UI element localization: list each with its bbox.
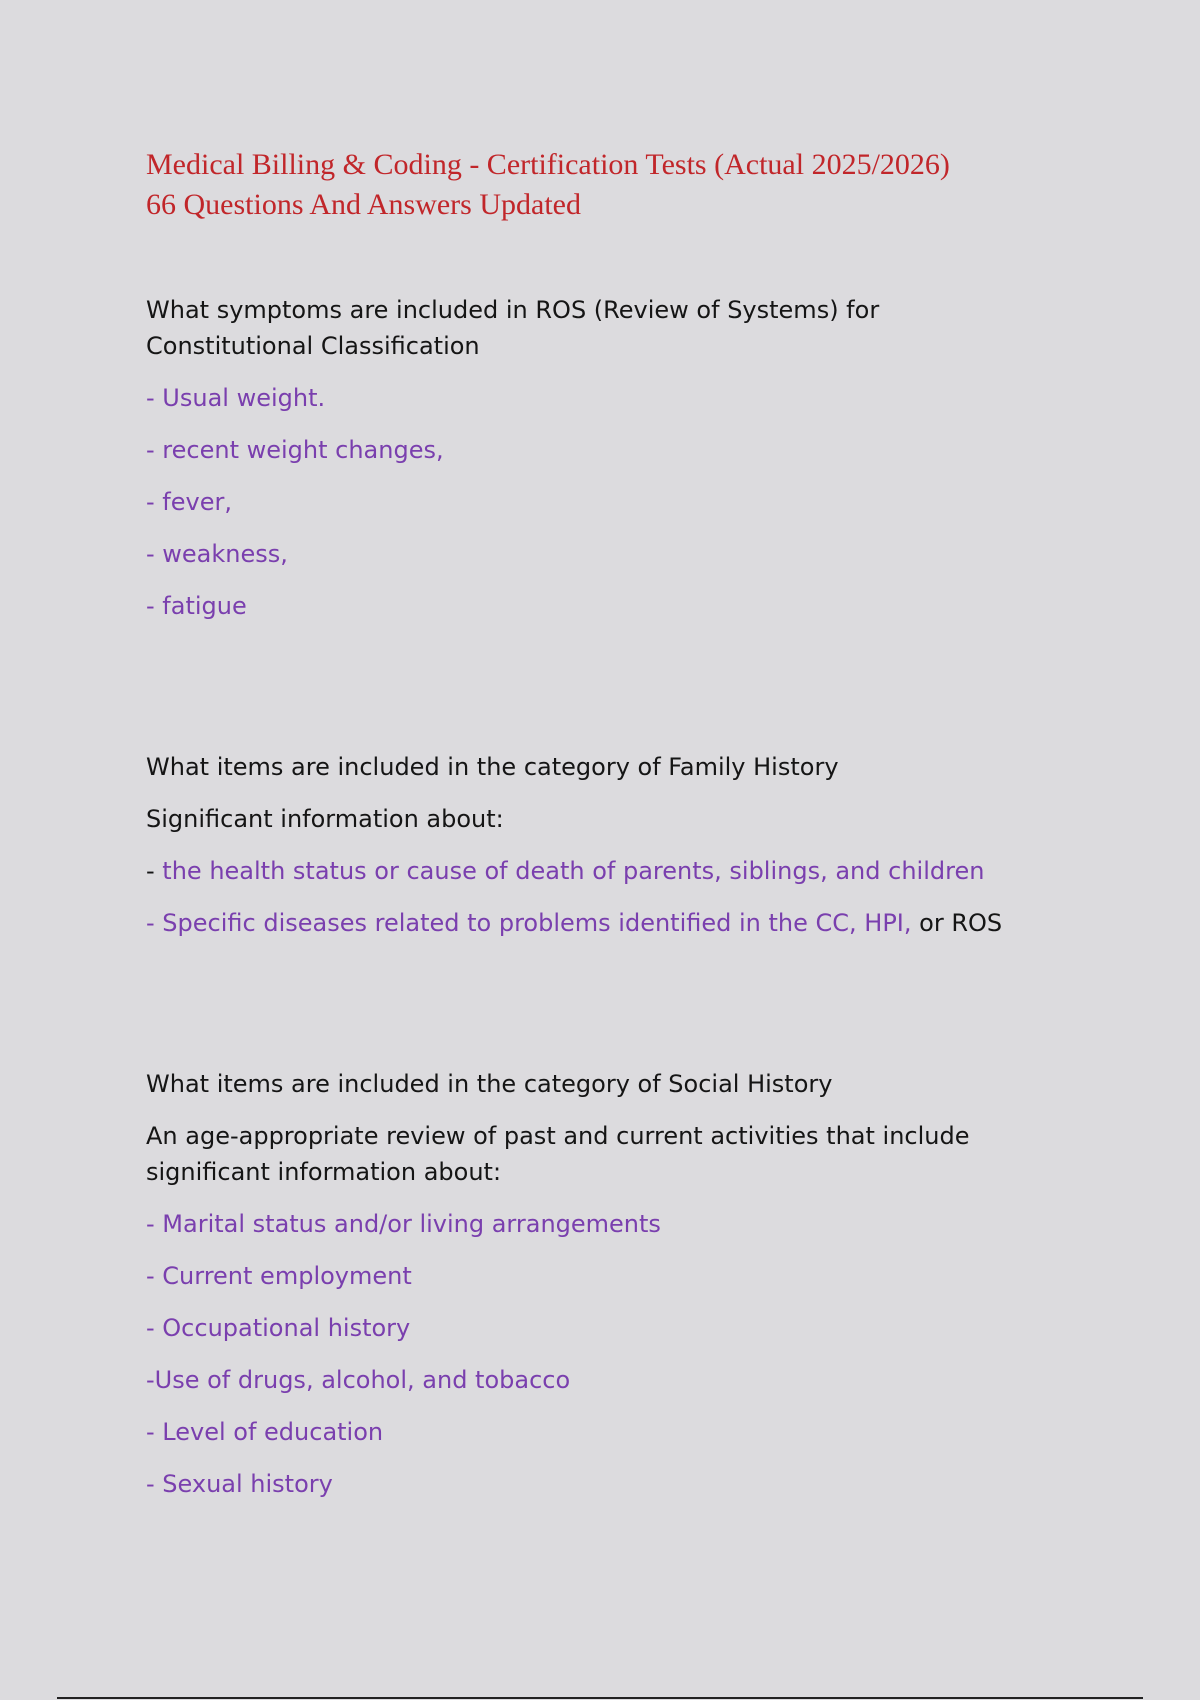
answer-item — [146, 905, 1002, 941]
question-ros-constitutional — [146, 292, 879, 364]
answer-intro-line-2: significant information about: — [146, 1158, 502, 1186]
qa-section-social-history — [146, 1066, 970, 1502]
answer-suffix: or ROS — [911, 909, 1003, 937]
answer-item: - fever, — [146, 488, 232, 516]
answer-intro — [146, 1118, 970, 1190]
answer-item: - Sexual history — [146, 1470, 333, 1498]
answer-item: - Usual weight. — [146, 384, 326, 412]
answer-item: - Occupational history — [146, 1314, 411, 1342]
answer-intro: Significant information about: — [146, 805, 504, 833]
answer-item: - fatigue — [146, 592, 247, 620]
question-line-1: What symptoms are included in ROS (Review of Systems) for — [146, 296, 880, 324]
question-social-history: What items are included in the category of Social History — [146, 1070, 833, 1098]
answer-intro-line-1: An age-appropriate review of past and current activities that include — [146, 1122, 970, 1150]
answer-dash: - — [146, 857, 163, 885]
answer-item: - weakness, — [146, 540, 288, 568]
document-title-line-1: Medical Billing & Coding - Certification Tests (Actual 2025/2026) — [146, 148, 950, 181]
document-page — [146, 145, 1086, 1498]
answer-item: - Marital status and/or living arrangements — [146, 1210, 661, 1238]
document-title-line-2: 66 Questions And Answers Updated — [146, 188, 581, 221]
answer-text: - Specific diseases related to problems identified in the CC, HPI, — [146, 909, 912, 937]
answer-item: -Use of drugs, alcohol, and tobacco — [146, 1366, 571, 1394]
question-family-history: What items are included in the category of Family History — [146, 753, 839, 781]
answer-item: - Level of education — [146, 1418, 384, 1446]
document-title — [146, 145, 1086, 225]
answer-item: - recent weight changes, — [146, 436, 444, 464]
question-line-2: Constitutional Classification — [146, 332, 480, 360]
answer-item — [146, 853, 1002, 889]
answer-item: - Current employment — [146, 1262, 412, 1290]
qa-section-family-history — [146, 749, 1002, 941]
answer-text: the health status or cause of death of parents, siblings, and children — [162, 857, 985, 885]
qa-section-constitutional — [146, 292, 879, 624]
footer-divider — [57, 1697, 1143, 1699]
